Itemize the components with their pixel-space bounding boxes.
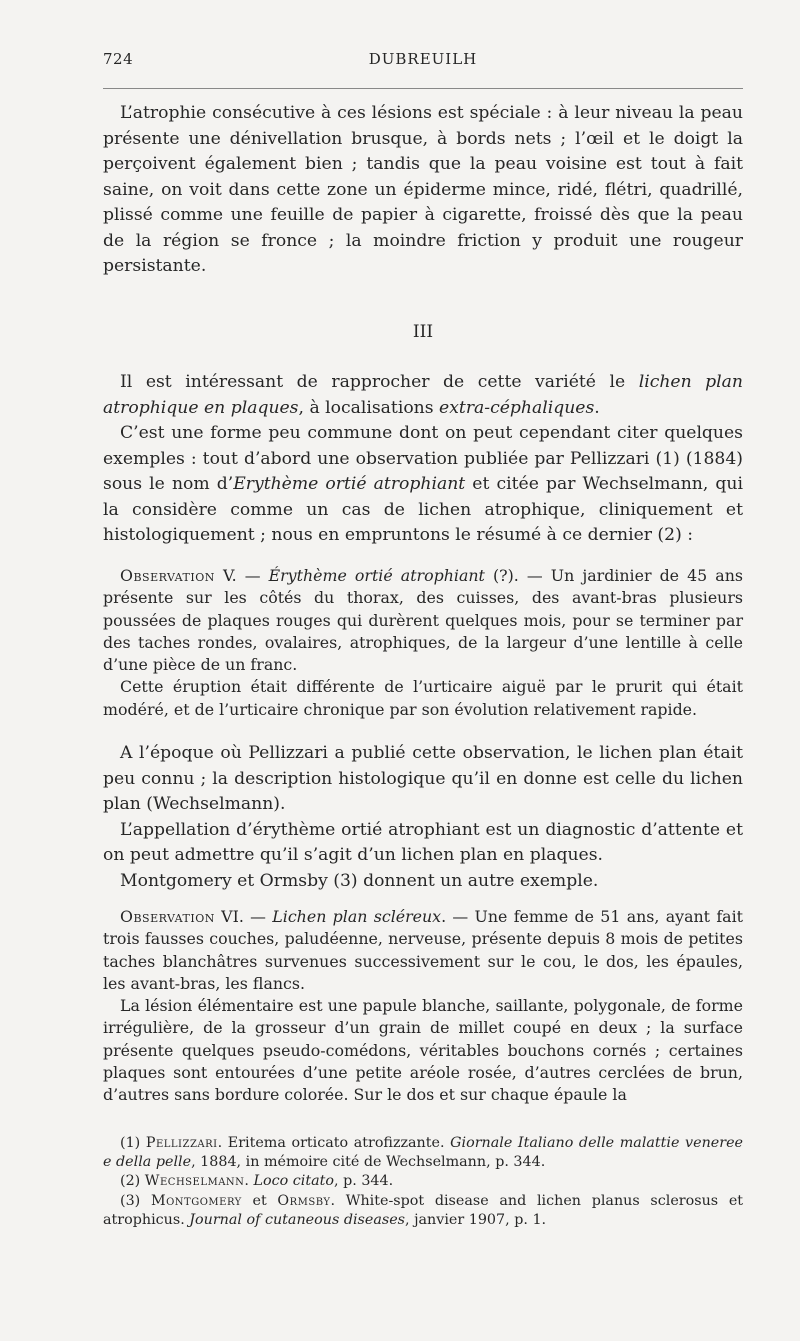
- page-number: 724: [103, 50, 134, 68]
- observation-vi-paragraph-2: La lésion élémentaire est une papule blanche, saillante, polygonale, de forme irrégulière, de la grosseur d’un grain de millet coupé en deux ; la surface présente quelques pseudo-comédons, véritables bouchons cornés ; certaines plaques sont entourées d’une petite aréole rosée, d’autres cerclées de brun, d’autres sans bordure colorée. Sur le dos et sur chaque épaule la: [103, 996, 743, 1105]
- italic-term: lichen plan atrophique en plaques: [103, 372, 743, 418]
- running-title: DUBREUILH: [368, 50, 478, 68]
- paragraph-group-discussion: [103, 741, 743, 894]
- observation-vi-text: [103, 906, 743, 995]
- text-run: et citée par Wechselmann, qui la considère comme un cas de lichen atrophique, cliniquement et histologiquement ; nous en empruntons le résumé à ce dernier (2) :: [103, 474, 743, 545]
- observation-v-text: [103, 565, 743, 676]
- italic-term: Lichen plan scléreux: [272, 907, 442, 926]
- text-run: , p. 344.: [333, 1173, 394, 1190]
- observation-label: Observation: [120, 907, 215, 926]
- text-run: . — Une femme de 51 ans, ayant fait trois fausses couches, paludéenne, nerveuse, présente depuis 8 mois de petites taches blanchâtres survenues successivement sur le cou, le dos, les épaules, les avant-bras, les flancs.: [103, 907, 743, 993]
- paragraph-epoque: A l’époque où Pellizzari a publié cette observation, le lichen plan était peu connu ; la description histologique qu’il en donne est celle du lichen plan (Wechselmann).: [103, 743, 743, 814]
- footnote-number: (2): [120, 1173, 145, 1190]
- text-run: VI. —: [214, 907, 273, 926]
- footnote-author: Wechselmann: [144, 1173, 245, 1190]
- text-run: Il est intéressant de rapprocher de cette variété le: [120, 372, 639, 392]
- footnote-number: (1): [120, 1135, 146, 1151]
- observation-label: Observation: [120, 566, 215, 585]
- paragraph-group-intro: [103, 370, 743, 549]
- footnote-2: [103, 1172, 743, 1191]
- paragraph-forme: [103, 421, 743, 549]
- paragraph-montgomery: Montgomery et Ormsby (3) donnent un autre exemple.: [120, 870, 599, 891]
- paragraph-appellation: L’appellation d’érythème ortié atrophiant est un diagnostic d’attente et on peut admettre qu’il s’agit d’un lichen plan en plaques.: [103, 819, 743, 865]
- observation-v-paragraph-2: Cette éruption était différente de l’urticaire aiguë par le prurit qui était modéré, et de l’urticaire chronique par son évolution relativement rapide.: [103, 677, 743, 719]
- footnote-3: [103, 1192, 743, 1230]
- citation-term: Loco citato: [253, 1173, 334, 1190]
- paragraph-lichen-plan: [103, 370, 743, 421]
- text-run: .: [244, 1173, 254, 1190]
- text-run: .: [594, 397, 600, 418]
- paragraph-text: L’atrophie consécutive à ces lésions est spéciale : à leur niveau la peau présente une dénivellation brusque, à bords nets ; l’œil et le doigt la perçoivent également bien ; tandis que la peau voisine est tout à fait saine, on voit dans cette zone un épiderme mince, ridé, flétri, quadrillé, plissé comme une feuille de papier à cigarette, froissé dès que la peau de la région se fronce ; la moindre friction y produit une rougeur persistante.: [103, 103, 743, 276]
- italic-term: Érythème ortié atrophiant: [268, 566, 485, 585]
- text-run: et: [241, 1192, 278, 1209]
- text-run: (?). — Un jardinier de 45 ans présente sur les côtés du thorax, des cuisses, des avant-bras plusieurs poussées de plaques rouges qui durèrent quelques mois, pour se terminer par des taches rondes, ovalaires, atrophiques, de la largeur d’une lentille à celle d’une pièce de un franc.: [103, 566, 744, 675]
- paragraph-atrophie: [103, 101, 743, 280]
- text-run: C’est une forme peu commune dont on peut cependant citer quelques exemples : tout d’abord une observation publiée par Pellizzari (1) (1884) sous le nom d’: [103, 423, 743, 494]
- text-run: , janvier 1907, p. 1.: [405, 1211, 547, 1228]
- text-run: , à localisations: [298, 397, 440, 418]
- footnote-1: [103, 1134, 743, 1172]
- text-run: V. —: [214, 566, 269, 585]
- header-rule: [103, 88, 743, 89]
- text-run: . White-spot disease and lichen planus sclerosus et atrophicus.: [103, 1192, 744, 1228]
- footnotes: [103, 1134, 743, 1230]
- footnote-author: Pellizzari: [145, 1135, 218, 1151]
- italic-term: extra-céphaliques: [439, 397, 595, 418]
- section-heading: III: [412, 322, 434, 342]
- italic-term: Erythème ortié atrophiant: [233, 474, 466, 494]
- footnote-author: Ormsby: [277, 1192, 331, 1209]
- footnote-number: (3): [120, 1192, 151, 1209]
- observation-vi: [103, 906, 743, 1107]
- observation-v: [103, 565, 743, 721]
- footnote-author: Montgomery: [150, 1192, 242, 1209]
- journal-title: Journal of cutaneous diseases: [189, 1211, 405, 1228]
- text-run: . Eritema orticato atrofizzante.: [217, 1135, 451, 1151]
- journal-title: Giornale Italiano delle malattie veneree e della pelle: [103, 1135, 744, 1171]
- running-header: [103, 50, 743, 74]
- text-run: , 1884, in mémoire cité de Wechselmann, p. 344.: [191, 1154, 546, 1171]
